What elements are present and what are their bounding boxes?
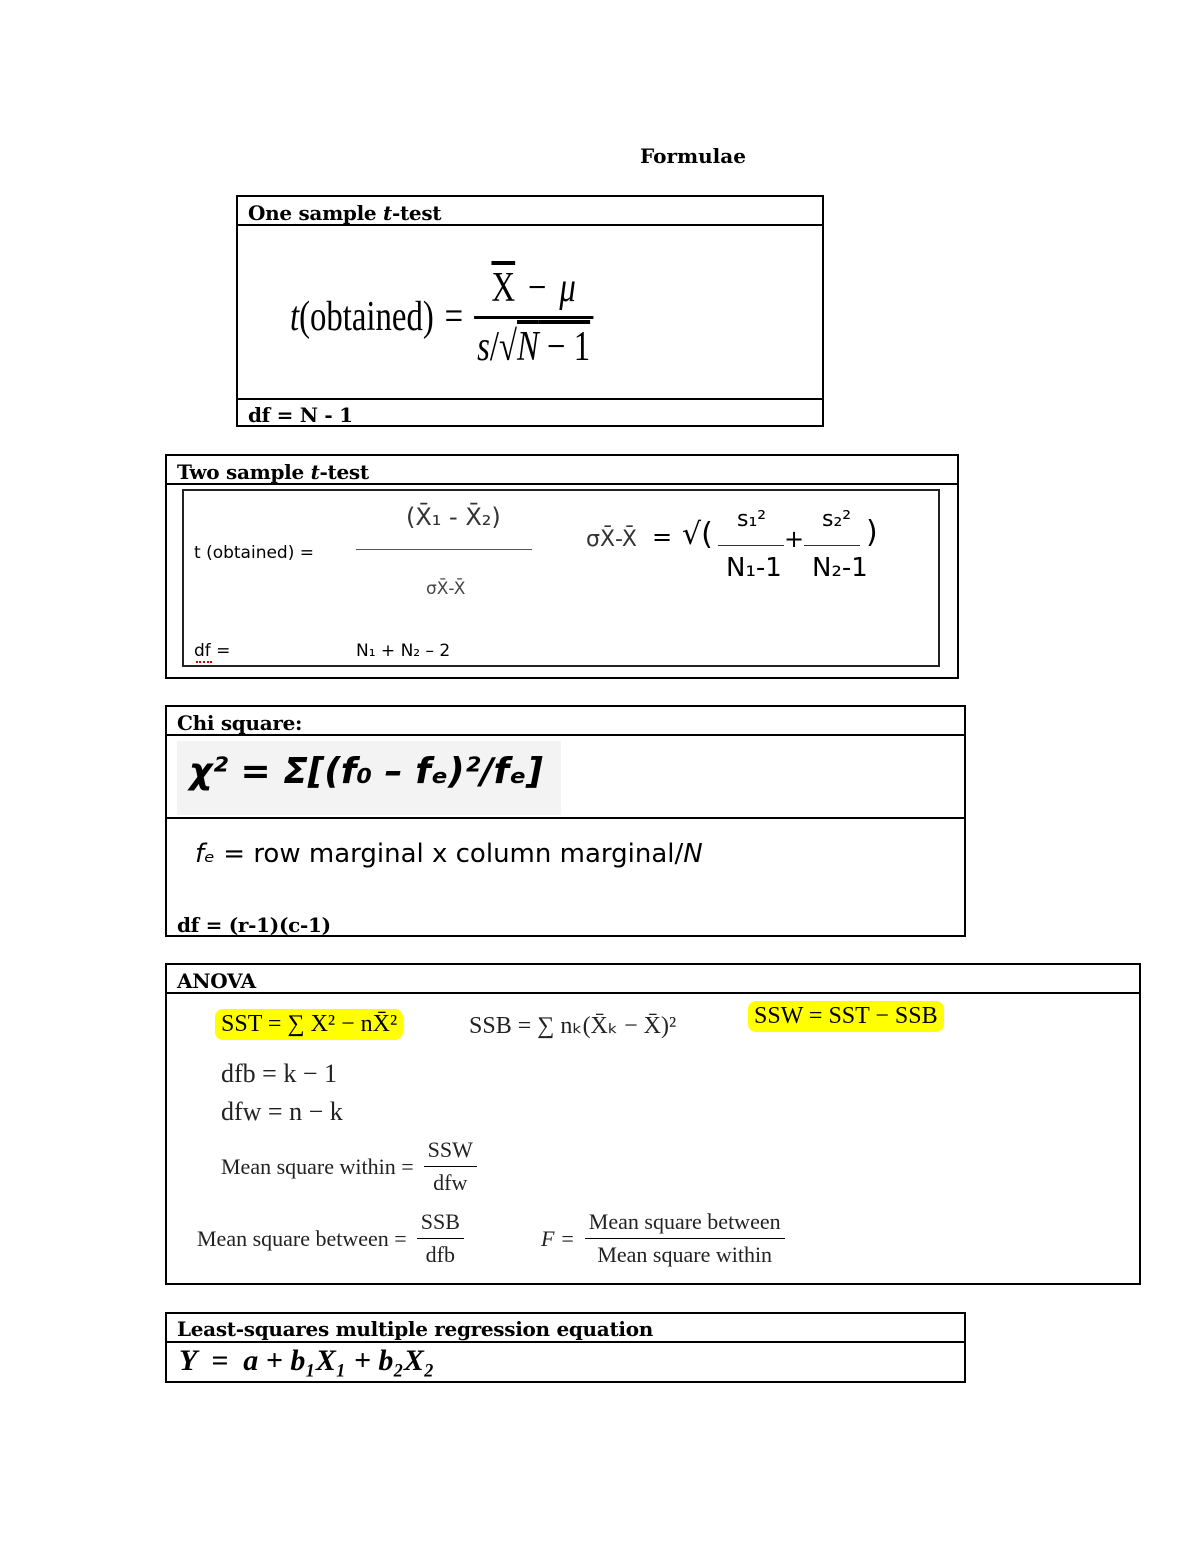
two-sample-df-value: N₁ + N₂ – 2 <box>356 641 451 661</box>
f-ratio-formula: F = $\frac{\text{Mean square between}}{\text{Mean square within}}$ <box>541 1209 785 1268</box>
chi-square-df: df = (r-1)(c-1) <box>177 913 331 937</box>
spellcheck-squiggle <box>196 661 212 663</box>
n1-minus-1: N₁-1 <box>726 553 782 583</box>
dfw-formula: dfw = n − k <box>221 1097 343 1126</box>
ssw-formula: SSW = SST − SSB <box>748 1001 944 1032</box>
regression-equation: Y = a + b₁X₁ + b₂X₂ <box>179 1344 435 1377</box>
frac-bar-2 <box>804 545 860 546</box>
two-sample-numerator: (X̄₁ - X̄₂) <box>406 503 501 531</box>
anova-header: ANOVA <box>177 969 256 993</box>
sigma-equals: = <box>652 523 673 551</box>
two-sample-header: Two sample t-test <box>177 460 369 484</box>
two-sample-fraction-bar <box>356 549 532 550</box>
two-sample-df-label: df = <box>194 641 231 661</box>
expected-frequency-formula: fₑ = row marginal x column marginal/N <box>195 839 703 869</box>
one-sample-header: One sample t-test <box>248 201 442 225</box>
sst-formula: SST = ∑ X² − nX̄² <box>215 1009 403 1040</box>
chi-square-box <box>165 705 966 937</box>
two-sample-denominator: σX̄-X̄ <box>426 579 466 599</box>
one-sample-df: df = N - 1 <box>248 403 353 427</box>
mean-square-between: Mean square between = $\frac{\text{SSB}}{\text{dfb}}$ <box>197 1209 464 1268</box>
dfb-formula: dfb = k − 1 <box>221 1059 337 1088</box>
s2-squared: s₂² <box>822 507 852 532</box>
page-title: Formulae <box>640 144 746 168</box>
sqrt-close: ) <box>866 515 878 550</box>
regression-header: Least-squares multiple regression equation <box>177 1317 653 1341</box>
frac-bar-1 <box>718 545 784 546</box>
s1-squared: s₁² <box>737 507 767 532</box>
two-sample-inner-frame <box>182 489 940 667</box>
regression-box <box>165 1312 966 1383</box>
n2-minus-1: N₂-1 <box>812 553 868 583</box>
mean-square-within: Mean square within = $\frac{\text{SSW}}{\text{dfw}}$ <box>221 1137 477 1196</box>
two-sample-t-test-box <box>165 454 959 679</box>
one-sample-t-test-box <box>236 195 824 427</box>
one-sample-formula: t (obtained) = $\frac{\overline{X} - \mu}{s/√N - 1}$ <box>290 247 593 387</box>
sqrt-open: √( <box>682 517 713 552</box>
two-sample-lhs: t (obtained) = <box>194 543 315 563</box>
chi-square-formula: χ² = Σ[(f₀ – fₑ)²/fₑ] <box>189 751 543 792</box>
anova-box <box>165 963 1141 1285</box>
sigma-diff-label: σX̄-X̄ <box>586 527 637 552</box>
plus-sign: + <box>784 525 805 553</box>
ssb-formula: SSB = ∑ nₖ(X̄ₖ − X̄)² <box>469 1013 677 1039</box>
chi-square-header: Chi square: <box>177 711 303 735</box>
